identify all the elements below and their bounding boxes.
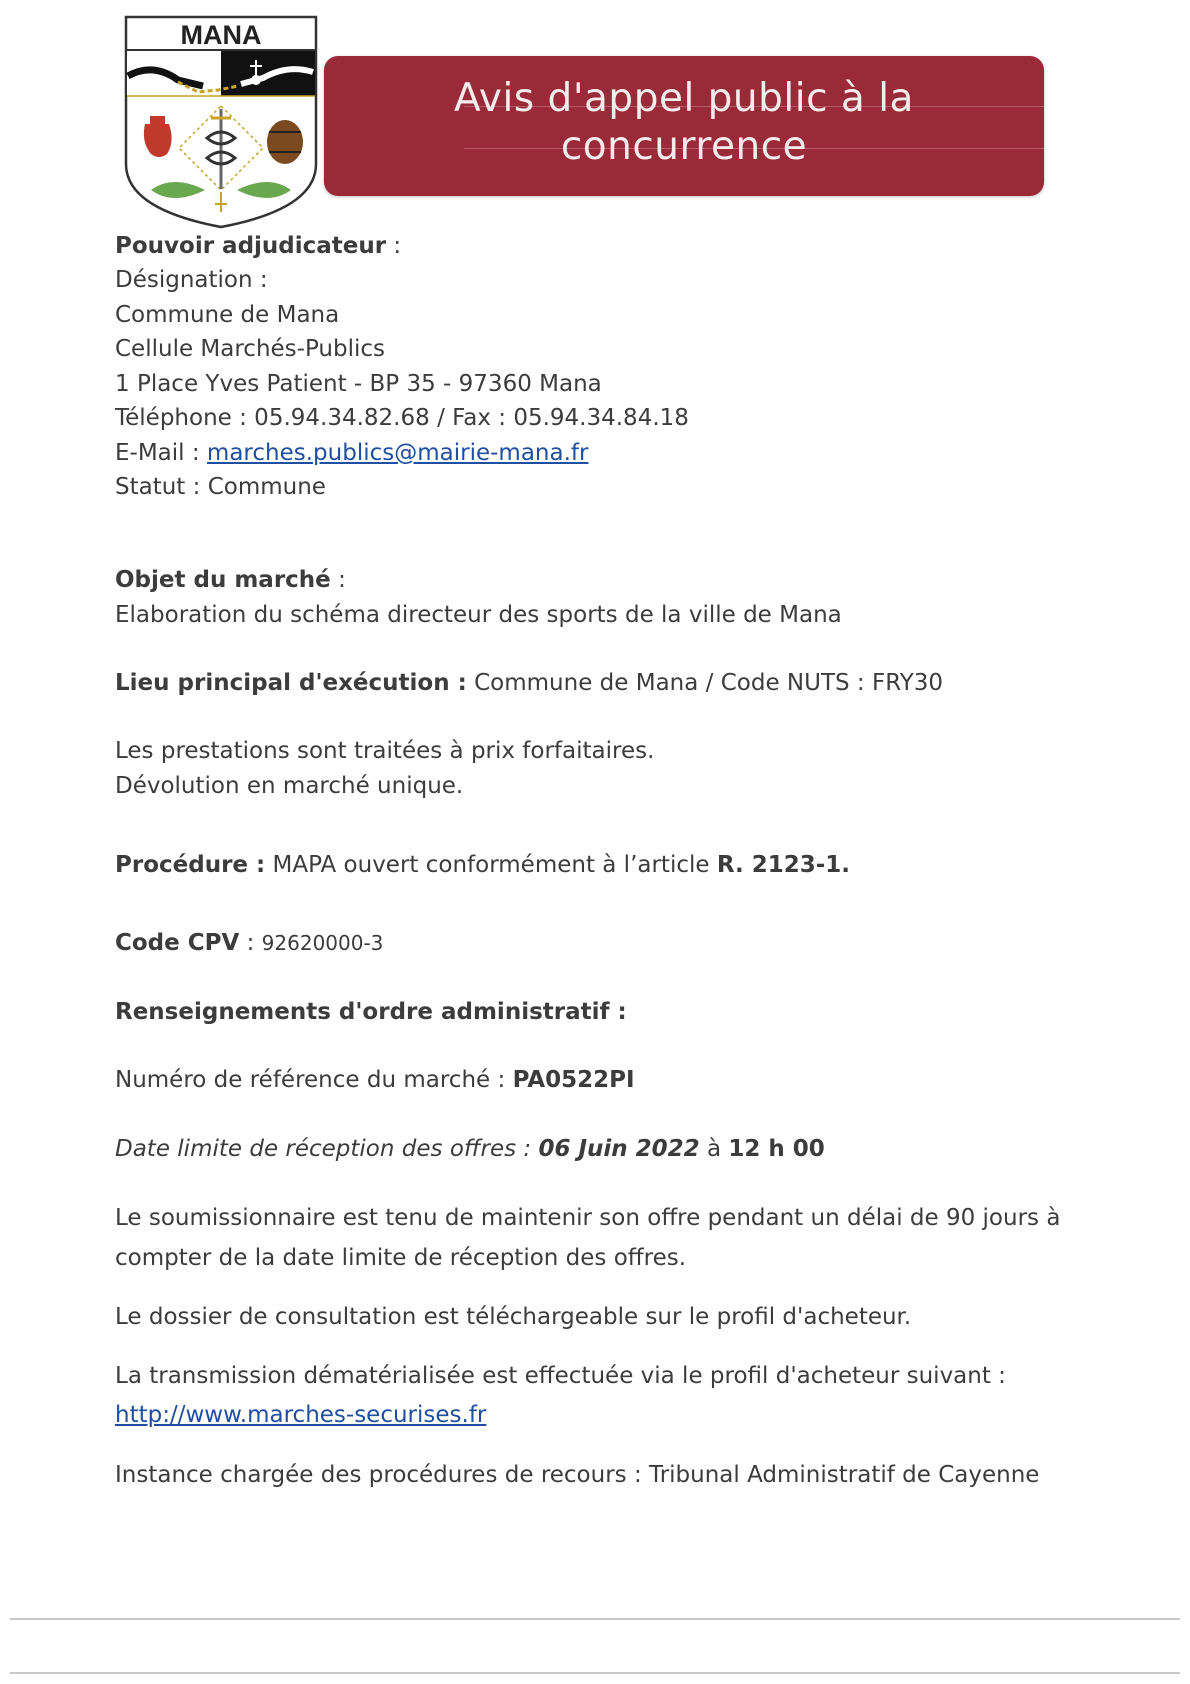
date-limite-line <box>115 1134 825 1164</box>
recours-line: Instance chargée des procédures de recours : Tribunal Administratif de Cayenne <box>115 1462 1040 1488</box>
procedure-label: Procédure : <box>115 852 266 878</box>
email-line <box>115 438 588 468</box>
transmission-line: La transmission dématérialisée est effectuée via le profil d'acheteur suivant : <box>115 1363 1006 1389</box>
objet-label: Objet du marché <box>115 567 331 593</box>
date-limite-label: Date limite de réception des offres : <box>115 1136 539 1162</box>
mana-coat-of-arms <box>123 14 319 232</box>
reference-value: PA0522PI <box>512 1067 635 1093</box>
banner-title-line-1: Avis d'appel public à la <box>454 76 914 121</box>
procedure-line <box>115 850 850 880</box>
objet-text: Elaboration du schéma directeur des sports de la ville de Mana <box>115 602 842 628</box>
dossier-line: Le dossier de consultation est téléchargeable sur le profil d'acheteur. <box>115 1304 912 1330</box>
marches-securises-link[interactable]: http://www.marches-securises.fr <box>115 1402 487 1428</box>
delai-line-1: Le soumissionnaire est tenu de maintenir son offre pendant un délai de 90 jours à <box>115 1205 1061 1231</box>
statut-line: Statut : Commune <box>115 474 326 500</box>
objet-heading <box>115 565 346 595</box>
pouvoir-heading <box>115 231 401 261</box>
postal-address: 1 Place Yves Patient - BP 35 - 97360 Mana <box>115 371 602 397</box>
date-limite-date: 06 Juin 2022 <box>538 1136 700 1162</box>
cellule-name: Cellule Marchés-Publics <box>115 336 386 362</box>
date-limite-heure: 12 h 00 <box>728 1136 825 1162</box>
cpv-value: 92620000-3 <box>261 931 384 955</box>
renseignements-heading: Renseignements d'ordre administratif : <box>115 999 627 1025</box>
email-label: E-Mail : <box>115 440 207 466</box>
footer-divider <box>10 1672 1180 1674</box>
lieu-line <box>115 668 943 698</box>
reference-line <box>115 1065 635 1095</box>
banner-title-line-2: concurrence <box>560 124 808 169</box>
date-limite-a: à <box>699 1136 729 1162</box>
prestations-line-2: Dévolution en marché unique. <box>115 773 464 799</box>
designation-label: Désignation : <box>115 267 268 293</box>
reference-label: Numéro de référence du marché : <box>115 1067 513 1093</box>
delai-line-2: compter de la date limite de réception des offres. <box>115 1245 687 1271</box>
cpv-label: Code CPV <box>115 930 240 956</box>
lieu-label: Lieu principal d'exécution : <box>115 670 467 696</box>
procedure-article: R. 2123-1. <box>716 852 851 878</box>
cpv-line <box>115 928 383 958</box>
cpv-sep: : <box>239 930 262 956</box>
footer-divider <box>10 1618 1180 1620</box>
crest-title: MANA <box>180 20 262 50</box>
crest-icon <box>123 14 319 232</box>
title-banner <box>324 56 1044 196</box>
email-link[interactable]: marches.publics@mairie-mana.fr <box>206 440 589 466</box>
lieu-text: Commune de Mana / Code NUTS : FRY30 <box>466 670 944 696</box>
pouvoir-label: Pouvoir adjudicateur <box>115 233 387 259</box>
commune-name: Commune de Mana <box>115 302 340 328</box>
procedure-text: MAPA ouvert conformément à l’article <box>265 852 717 878</box>
transmission-url-line <box>115 1400 486 1430</box>
prestations-line-1: Les prestations sont traitées à prix forfaitaires. <box>115 738 655 764</box>
objet-sep: : <box>330 567 346 593</box>
pouvoir-sep: : <box>386 233 402 259</box>
phone-fax: Téléphone : 05.94.34.82.68 / Fax : 05.94.34.84.18 <box>115 405 689 431</box>
